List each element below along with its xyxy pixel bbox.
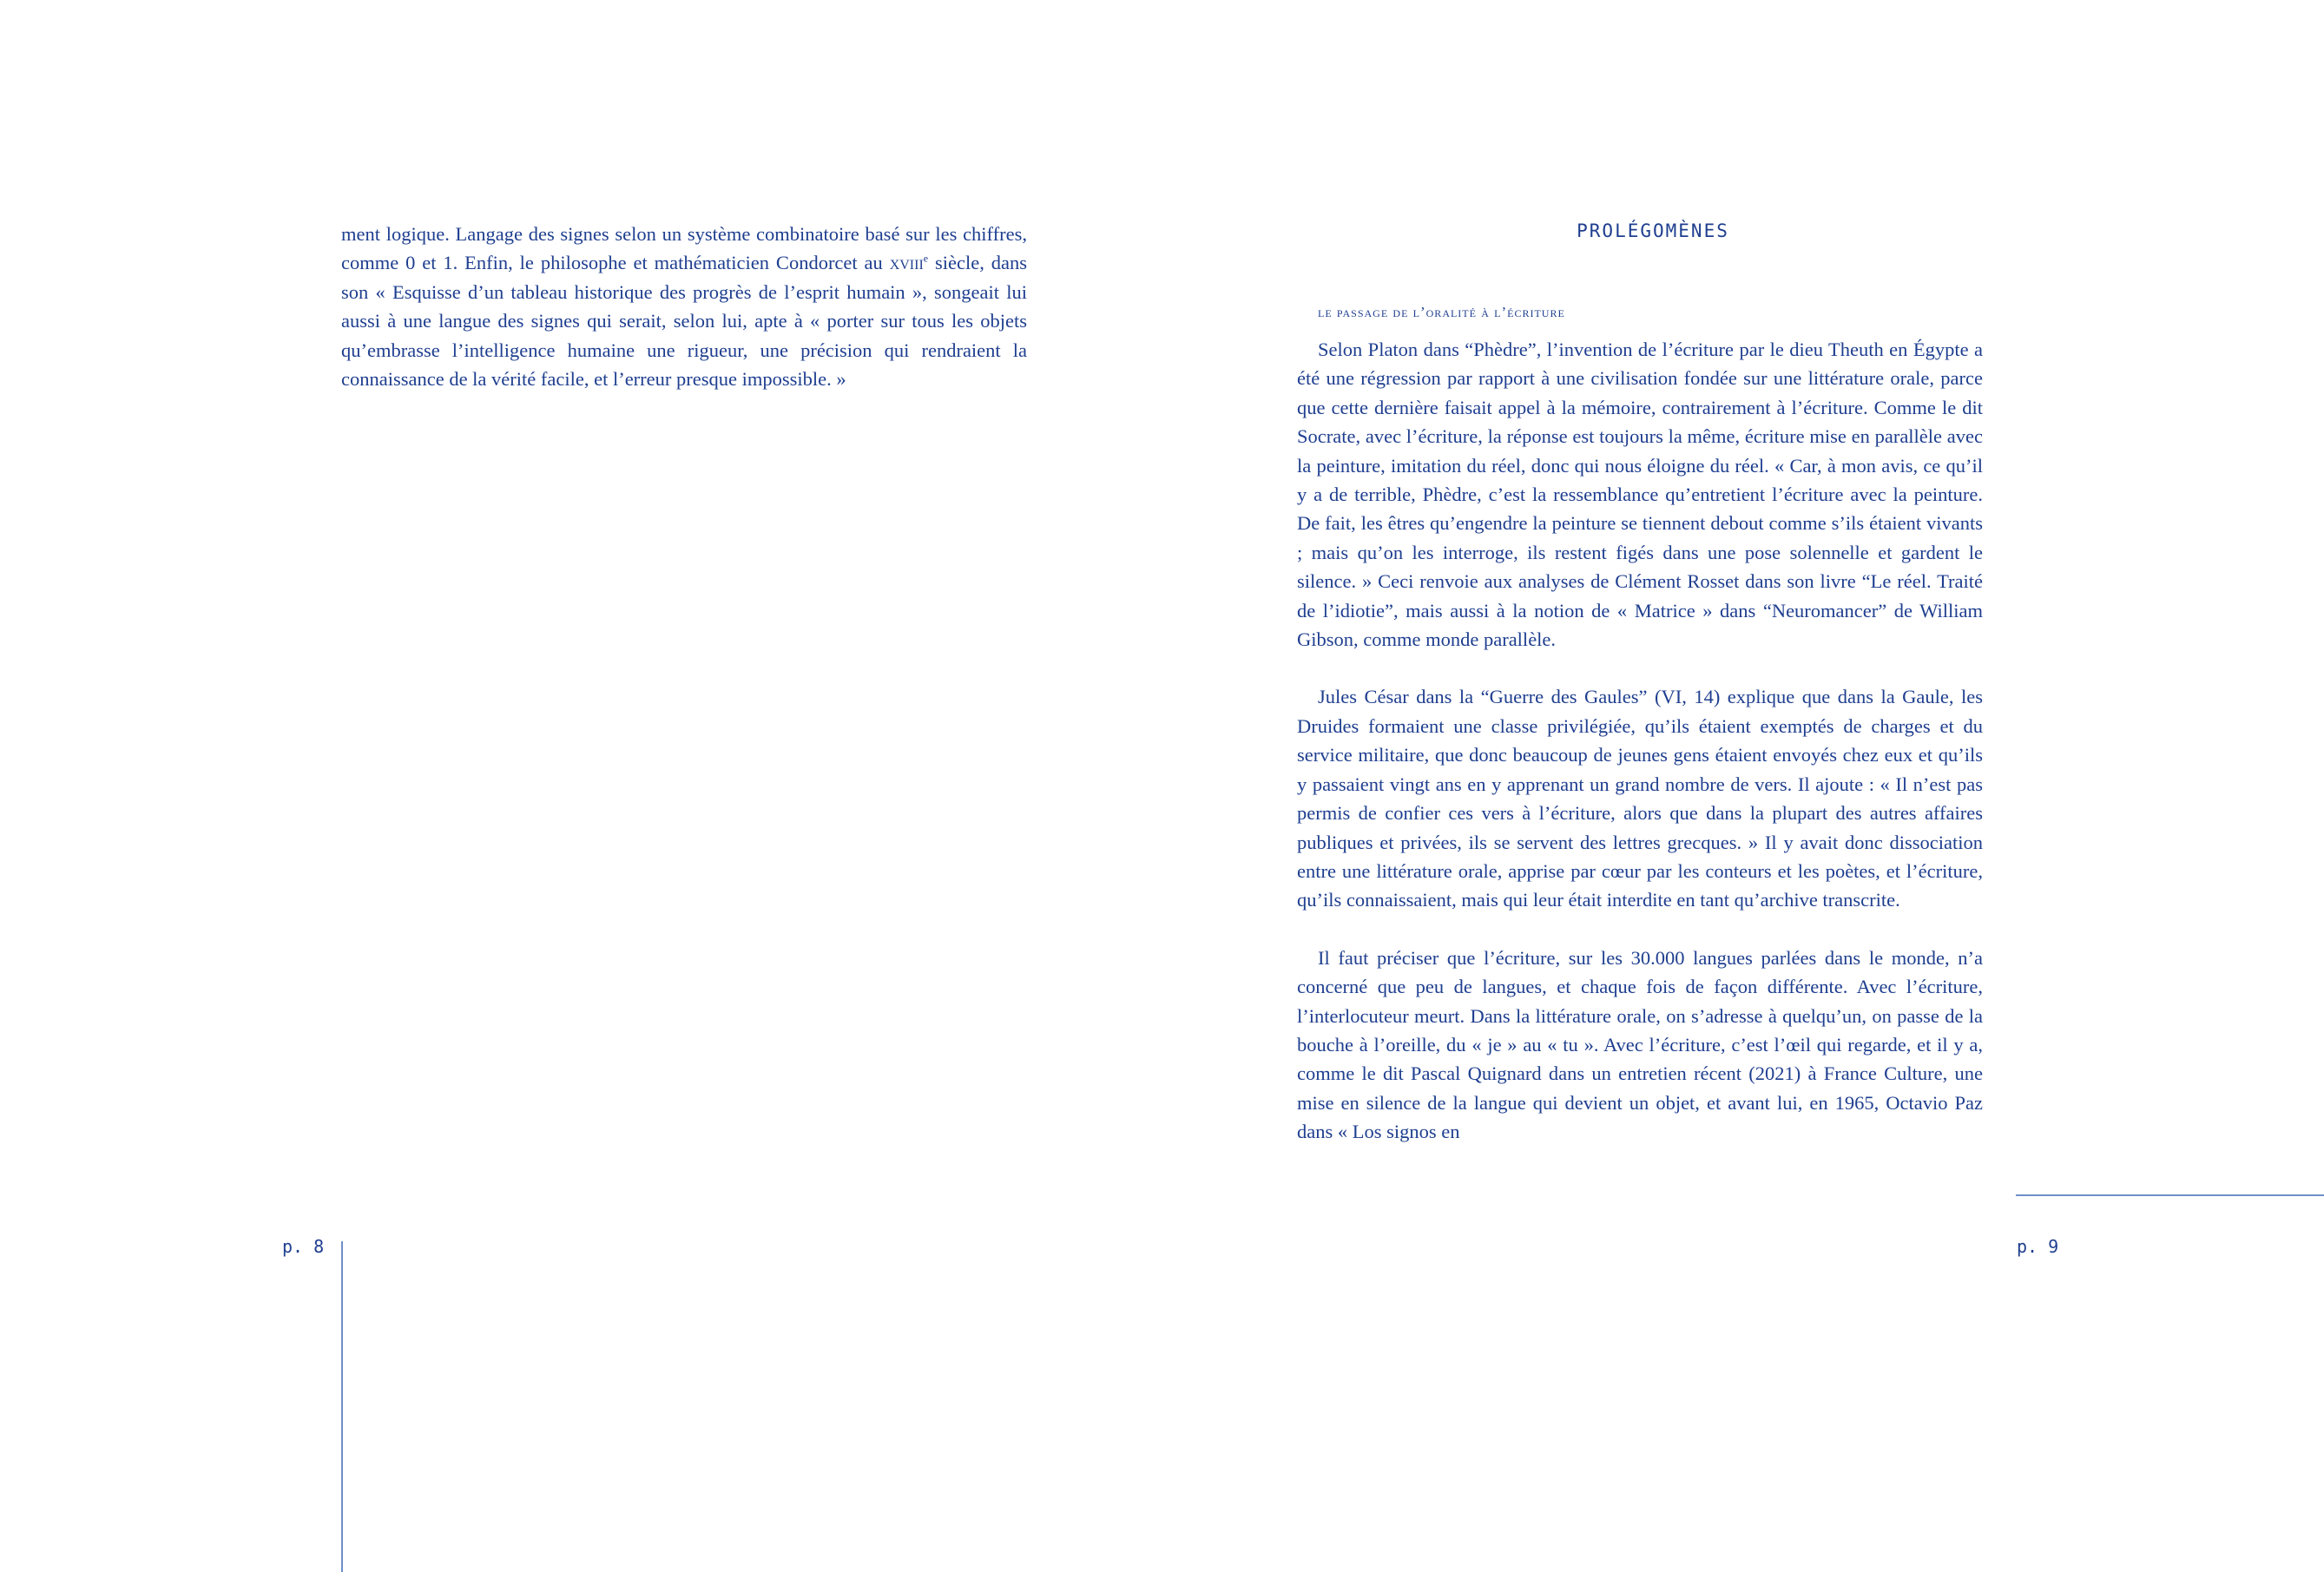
left-paragraph-text-1: ment logique. Langage des signes selon un système combinatoire basé sur les chiffres, comme 0 et 1. Enfin, le philosophe et mathématicien Condorcet au xyxy=(341,223,1027,274)
right-paragraph-3: Il faut préciser que l’écriture, sur les 30.000 langues parlées dans le monde, n’a concerné que peu de langues, et chaque fois de façon différente. Avec l’écriture, l’interlocuteur meurt. Dans la littérature orale, on s’adresse à quelqu’un, on passe de la bouche à l’oreille, du « je » au « tu ». Avec l’écriture, c’est l’œil qui regarde, et il y a, comme le dit Pascal Quignard dans un entretien récent (2021) à France Culture, une mise en silence de la langue qui devient un objet, et avant lui, en 1965, Octavio Paz dans « Los signos en xyxy=(1297,946,1983,1143)
century-numeral: xviii xyxy=(889,252,924,274)
right-page-number: p. 9 xyxy=(2017,1236,2059,1257)
section-heading: le passage de l’oralité à l’écriture xyxy=(1318,304,1565,320)
right-paragraph-2: Jules César dans la “Guerre des Gaules” (VI, 14) explique que dans la Gaule, les Druides formaient une classe privilégiée, qu’ils étaient exemptés de charges et du service militaire, que donc beaucoup de jeunes gens étaient envoyés chez eux et qu’ils y passaient vingt ans en y apprenant un grand nombre de vers. Il ajoute : « Il n’est pas permis de confier ces vers à l’écriture, alors que dans la plupart des autres affaires publiques et privées, ils se servent des lettres grecques. » Il y avait donc dissociation entre une littérature orale, apprise par cœur par les conteurs et les poètes, et l’écriture, qu’ils connaissaient, mais qui leur était interdite en tant qu’archive transcrite. xyxy=(1297,686,1983,911)
left-page-number: p. 8 xyxy=(282,1236,325,1257)
left-page-body xyxy=(341,220,1027,393)
right-margin-rule xyxy=(2016,1194,2324,1196)
left-margin-rule xyxy=(341,1241,343,1572)
left-paragraph xyxy=(341,220,1027,393)
chapter-title: PROLÉGOMÈNES xyxy=(1577,220,1729,241)
left-paragraph-text-2: siècle, dans son « Esquisse d’un tableau historique des progrès de l’esprit humain », songeait lui aussi à une langue des signes qui serait, selon lui, apte à « porter sur tous les objets qu’embrasse l’intelligence humaine une rigueur, une précision qui rendraient la connaissance de la vérité facile, et l’erreur presque impossible. » xyxy=(341,252,1027,391)
century-superscript: e xyxy=(923,252,929,265)
right-page-body xyxy=(1297,335,1983,1147)
right-paragraph-1: Selon Platon dans “Phèdre”, l’invention de l’écriture par le dieu Theuth en Égypte a été une régression par rapport à une civilisation fondée sur une littérature orale, parce que cette dernière faisait appel à la mémoire, contrairement à l’écriture. Comme le dit Socrate, avec l’écriture, la réponse est toujours la même, écriture mise en parallèle avec la peinture, imitation du réel, donc qui nous éloigne du réel. « Car, à mon avis, ce qu’il y a de terrible, Phèdre, c’est la ressemblance qu’entretient l’écriture avec la peinture. De fait, les êtres qu’engendre la peinture se tiennent debout comme s’ils étaient vivants ; mais qu’on les interroge, ils restent figés dans une pose solennelle et gardent le silence. » Ceci renvoie aux analyses de Clément Rosset dans son livre “Le réel. Traité de l’idiotie”, mais aussi à la notion de « Matrice » dans “Neuromancer” de William Gibson, comme monde parallèle. xyxy=(1297,339,1983,651)
